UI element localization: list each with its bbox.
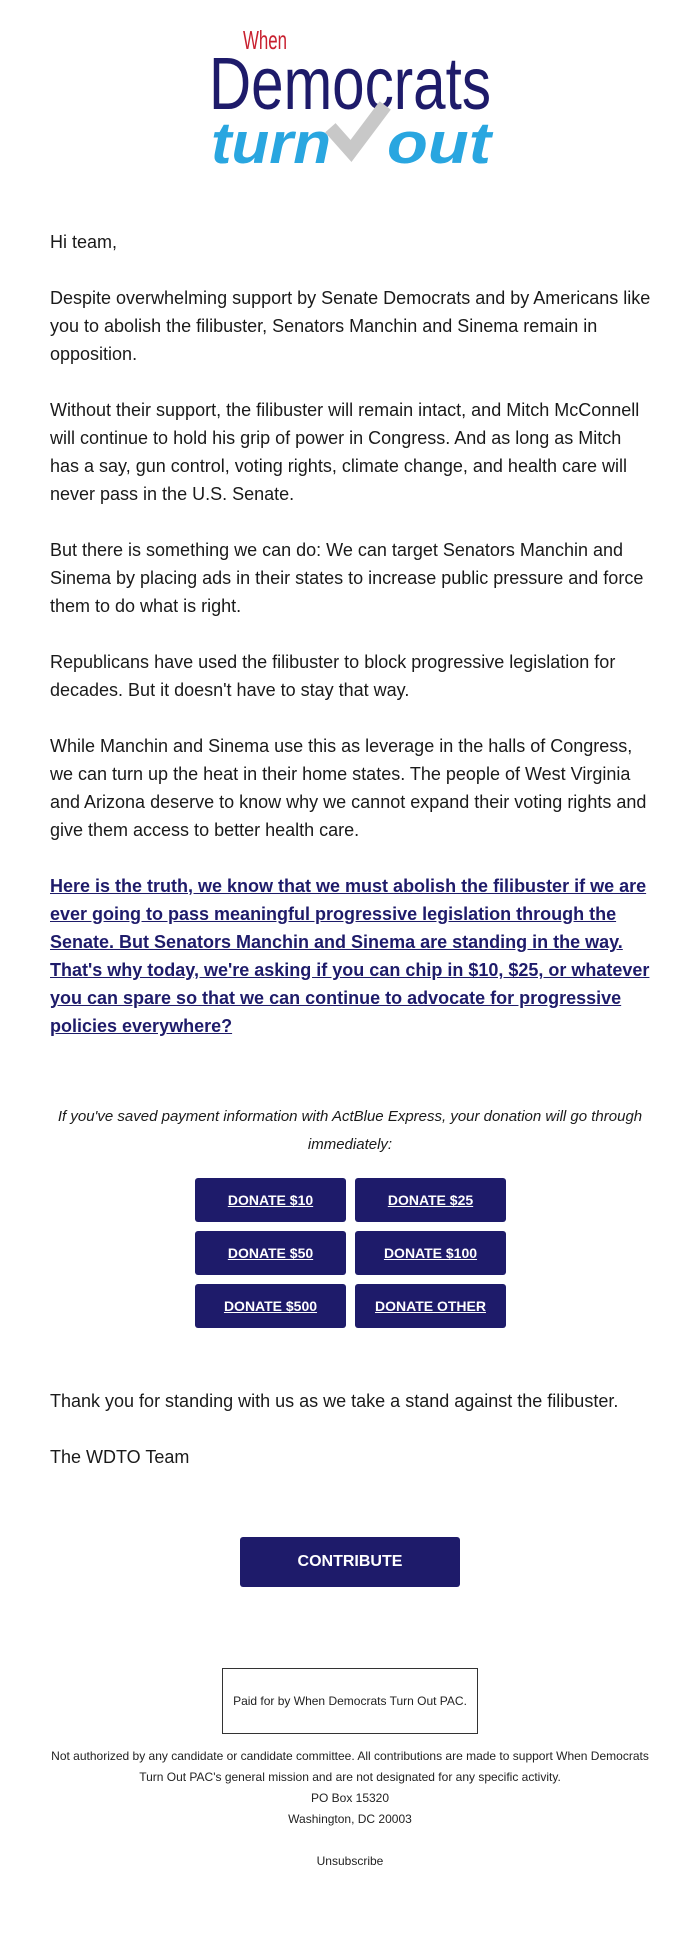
authorization-disclaimer: Not authorized by any candidate or candidate committee. All contributions are made to support When Democrats Turn Out PAC's general mission and are not designated for any specific activity. xyxy=(51,1749,649,1784)
when-democrats-turn-out-logo xyxy=(205,25,495,170)
paid-for-disclaimer-box xyxy=(222,1668,478,1734)
body-paragraph: But there is something we can do: We can target Senators Manchin and Sinema by placing ads in their states to increase public pressure and force them to do what is right. xyxy=(50,540,644,616)
mailing-address-city: Washington, DC 20003 xyxy=(288,1812,412,1826)
signature: The WDTO Team xyxy=(50,1447,190,1467)
unsubscribe-link[interactable]: Unsubscribe xyxy=(316,1854,384,1868)
contribute-button[interactable]: CONTRIBUTE xyxy=(240,1537,460,1587)
donate-25-button[interactable]: DONATE $25 xyxy=(355,1178,506,1222)
logo-out-text: out xyxy=(387,111,495,170)
body-paragraph: Despite overwhelming support by Senate Democrats and by Americans like you to abolish the filibuster, Senators Manchin and Sinema remain in opposition. xyxy=(50,288,651,364)
greeting: Hi team, xyxy=(50,232,118,252)
cta-paragraph xyxy=(50,872,655,1040)
donate-10-button[interactable]: DONATE $10 xyxy=(195,1178,346,1222)
paid-for-text: Paid for by When Democrats Turn Out PAC. xyxy=(233,1694,467,1708)
logo-turn-text: turn xyxy=(211,111,331,170)
body-paragraph: Without their support, the filibuster will remain intact, and Mitch McConnell will continue to hold his grip of power in Congress. And as long as Mitch has a say, gun control, voting rights, climate change, and health care will never pass in the U.S. Senate. xyxy=(50,400,640,504)
donate-500-button[interactable]: DONATE $500 xyxy=(195,1284,346,1328)
donation-appeal-link[interactable]: Here is the truth, we know that we must abolish the filibuster if we are ever going to pass meaningful progressive legislation through the Senate. But Senators Manchin and Sinema are standing in the way. That's why today, we're asking if you can chip in $10, $25, or whatever you can spare so that we can continue to advocate for progressive policies everywhere? xyxy=(50,876,650,1036)
mailing-address-po-box: PO Box 15320 xyxy=(310,1791,390,1805)
actblue-express-note: If you've saved payment information with ActBlue Express, your donation will go through immediately: xyxy=(57,1108,643,1153)
footer xyxy=(45,1746,655,1872)
logo-when-text: When xyxy=(243,25,287,55)
closing-section xyxy=(50,1387,655,1499)
donate-50-button[interactable]: DONATE $50 xyxy=(195,1231,346,1275)
email-body xyxy=(50,228,655,1068)
thank-you-text: Thank you for standing with us as we take a stand against the filibuster. xyxy=(50,1391,619,1411)
body-paragraph: While Manchin and Sinema use this as leverage in the halls of Congress, we can turn up the heat in their home states. The people of West Virginia and Arizona deserve to know why we cannot expand their voting rights and give them access to better health care. xyxy=(50,736,647,840)
logo-democrats-text: Democrats xyxy=(209,42,491,125)
donate-button-grid xyxy=(195,1178,505,1328)
donate-other-button[interactable]: DONATE OTHER xyxy=(355,1284,506,1328)
donate-100-button[interactable]: DONATE $100 xyxy=(355,1231,506,1275)
body-paragraph: Republicans have used the filibuster to block progressive legislation for decades. But it doesn't have to stay that way. xyxy=(50,652,616,700)
